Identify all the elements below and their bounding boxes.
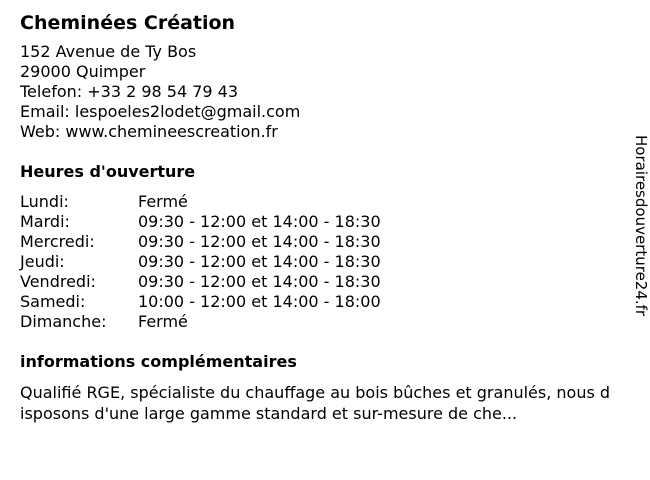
website: Web: www.chemineescreation.fr (20, 122, 278, 141)
business-name: Cheminées Création (20, 12, 236, 34)
email-address: Email: lespoeles2lodet@gmail.com (20, 102, 301, 121)
hours-row-wednesday (20, 232, 610, 252)
business-card (20, 10, 610, 424)
hours-row-monday (20, 192, 610, 212)
hours-row-friday (20, 272, 610, 292)
day-hours: 09:30 - 12:00 et 14:00 - 18:30 (138, 272, 381, 291)
day-label: Mardi: (20, 212, 70, 231)
address-street: 152 Avenue de Ty Bos (20, 42, 197, 61)
day-hours: 09:30 - 12:00 et 14:00 - 18:30 (138, 212, 381, 231)
day-label: Vendredi: (20, 272, 96, 291)
day-label: Lundi: (20, 192, 69, 211)
day-label: Dimanche: (20, 312, 107, 331)
day-label: Mercredi: (20, 232, 95, 251)
day-hours: 10:00 - 12:00 et 14:00 - 18:00 (138, 292, 381, 311)
hours-row-tuesday (20, 212, 610, 232)
watermark-text: Horairesdouverture24.fr (632, 135, 650, 317)
phone-number: Telefon: +33 2 98 54 79 43 (20, 82, 239, 101)
day-hours: 09:30 - 12:00 et 14:00 - 18:30 (138, 252, 381, 271)
opening-hours-list (20, 192, 610, 332)
day-hours: 09:30 - 12:00 et 14:00 - 18:30 (138, 232, 381, 251)
additional-info-heading: informations complémentaires (20, 352, 297, 371)
hours-row-thursday (20, 252, 610, 272)
day-label: Jeudi: (20, 252, 65, 271)
hours-row-sunday (20, 312, 610, 332)
hours-row-saturday (20, 292, 610, 312)
day-label: Samedi: (20, 292, 86, 311)
business-description: Qualifié RGE, spécialiste du chauffage au bois bûches et granulés, nous disposons d'une large gamme standard et sur-mesure de che... (20, 383, 611, 423)
day-hours: Fermé (138, 192, 188, 211)
day-hours: Fermé (138, 312, 188, 331)
address-city: 29000 Quimper (20, 62, 146, 81)
opening-hours-heading: Heures d'ouverture (20, 162, 196, 181)
